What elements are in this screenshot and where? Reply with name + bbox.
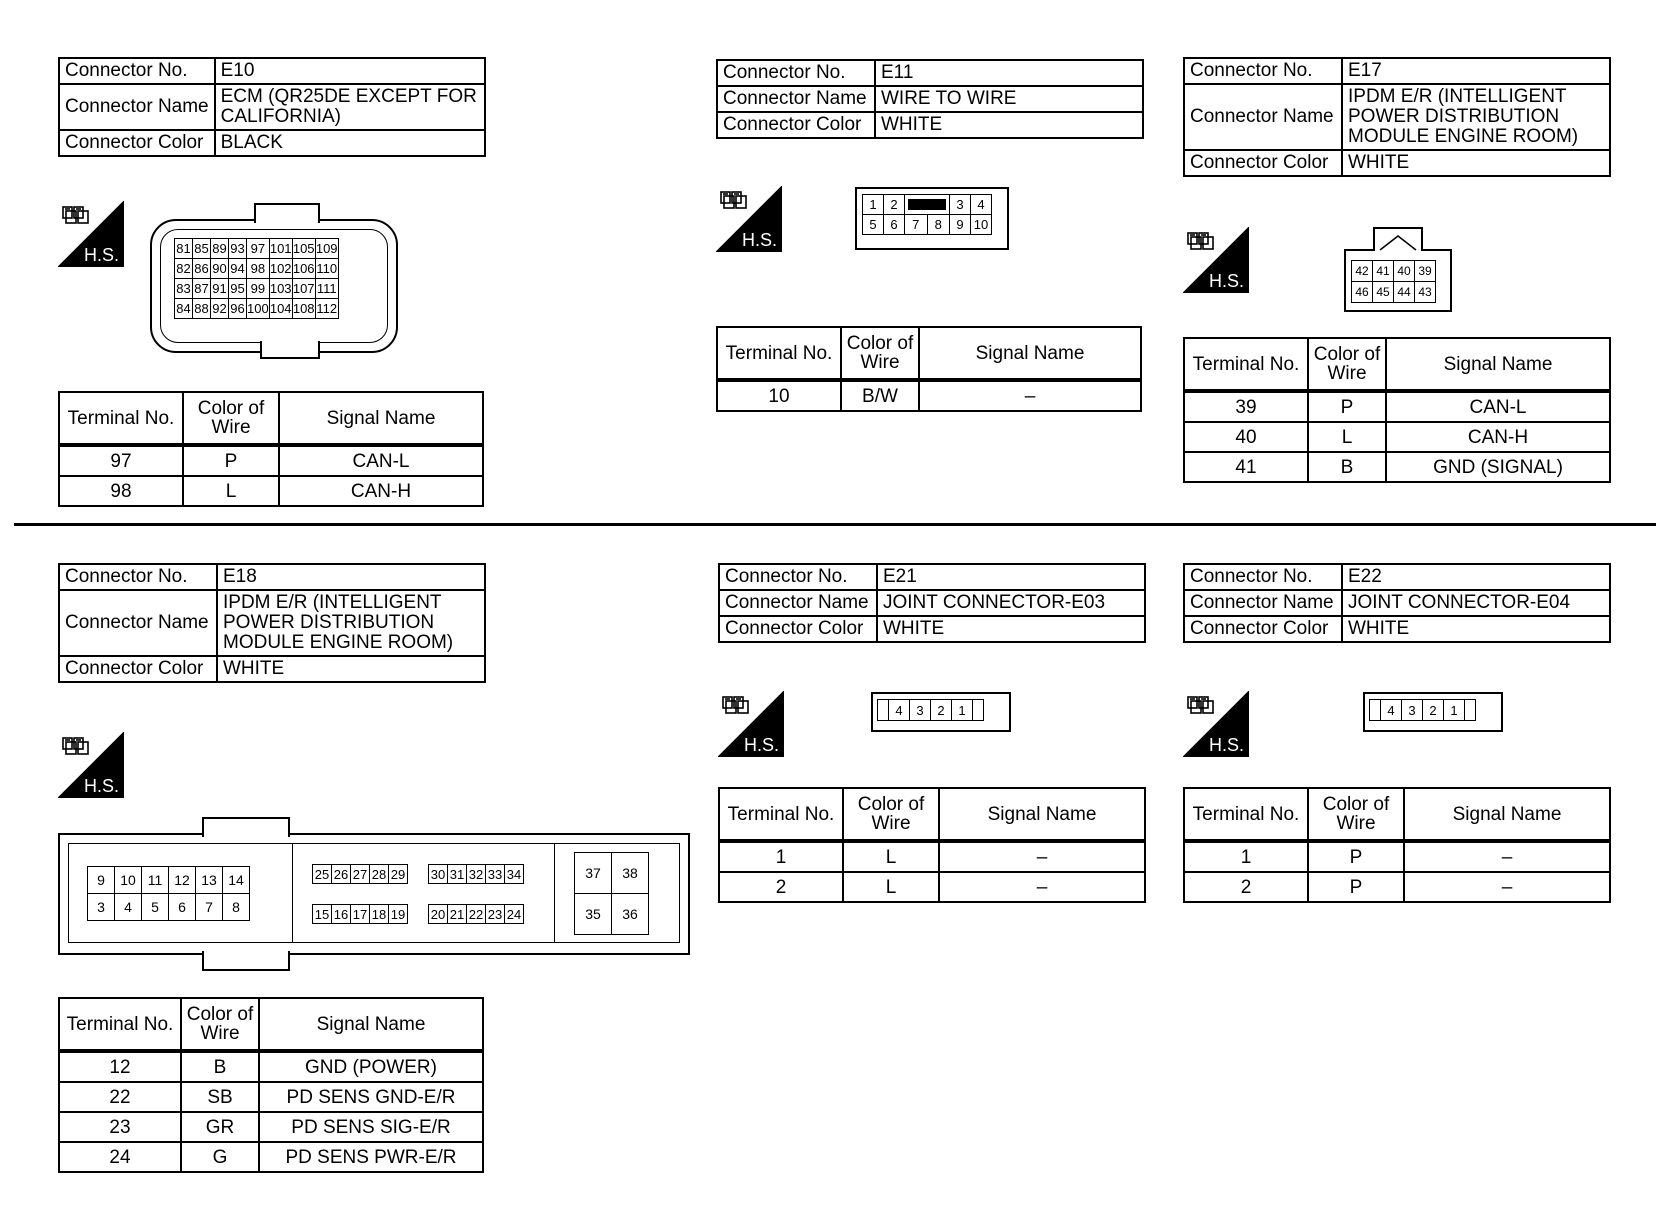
table-row [1184,391,1610,422]
connector-no-label: Connector No. [59,58,215,84]
connector-no-label: Connector No. [717,60,875,86]
pin: 4 [115,894,142,921]
wire-color-header: Color of Wire [1308,338,1386,391]
terminal-no-header: Terminal No. [719,788,843,841]
signal-name-header: Signal Name [1404,788,1610,841]
pin: 103 [269,279,292,299]
e21-terminal-table [718,787,1146,903]
pin: 6 [169,894,196,921]
pin: 24 [505,905,524,924]
connector-color-value: WHITE [875,112,1143,138]
pin: 11 [142,867,169,894]
wire-color-header: Color of Wire [181,998,259,1051]
wire-color-cell: B [181,1051,259,1082]
wire-color-header: Color of Wire [1308,788,1404,841]
signal-name-cell: – [939,872,1145,902]
wire-color-cell: G [181,1142,259,1172]
signal-name-cell: GND (POWER) [259,1051,483,1082]
pin: 10 [971,215,992,235]
pin: 92 [211,299,229,319]
pin: 96 [229,299,247,319]
e10-pin-grid [174,238,339,319]
pin: 41 [1373,261,1394,282]
wire-color-cell: B/W [841,380,919,411]
pin: 39 [1415,261,1436,282]
terminal-no-cell: 23 [59,1112,181,1142]
terminal-no-header: Terminal No. [1184,788,1308,841]
connector-color-value: WHITE [1342,150,1610,176]
connector-color-label: Connector Color [719,616,877,642]
terminal-no-cell: 10 [717,380,841,411]
e18-pin-grid-middle-top-a [312,864,408,884]
pin: 84 [175,299,193,319]
pin: 9 [950,215,971,235]
pin: 3 [910,700,931,721]
wire-color-cell: P [183,445,279,476]
pin: 33 [486,865,505,884]
e10-terminal-table [58,391,484,507]
e18-info-table [58,563,486,683]
pin: 89 [211,239,229,259]
e18-connector-latch-top [202,817,290,837]
pin: 2 [1423,700,1444,721]
pin: 86 [193,259,211,279]
pin: 111 [315,279,338,299]
wire-color-cell: L [1308,422,1386,452]
pin: 14 [223,867,250,894]
pin: 38 [612,853,649,894]
pin: 94 [229,259,247,279]
e11-info-table [716,59,1144,139]
section-divider [14,523,1656,526]
table-row [1184,872,1610,902]
terminal-no-header: Terminal No. [59,392,183,445]
pin: 21 [448,905,467,924]
wire-color-cell: L [843,841,939,872]
pin: 13 [196,867,223,894]
pin: 7 [905,215,928,235]
pin: 28 [370,865,389,884]
pin: 45 [1373,282,1394,303]
terminal-no-cell: 97 [59,445,183,476]
terminal-no-header: Terminal No. [59,998,181,1051]
pin: 81 [175,239,193,259]
connector-no-value: E11 [875,60,1143,86]
table-row [59,1051,483,1082]
pin: 107 [292,279,315,299]
e18-terminal-table [58,997,484,1173]
e18-pin-grid-middle-top-b [428,864,524,884]
connector-name-value: WIRE TO WIRE [875,86,1143,112]
pin: 90 [211,259,229,279]
e22-terminal-table [1183,787,1611,903]
harness-side-label: H.S. [742,230,778,250]
table-row [59,445,483,476]
e17-pin-grid [1351,260,1436,303]
table-row [59,1142,483,1172]
e18-pin-grid-left [87,866,250,921]
pin: 9 [88,867,115,894]
terminal-no-cell: 39 [1184,391,1308,422]
connector-name-value: IPDM E/R (INTELLIGENT POWER DISTRIBUTION MODULE ENGINE ROOM) [217,590,485,656]
connector-no-label: Connector No. [719,564,877,590]
pin: 88 [193,299,211,319]
pin: 109 [315,239,338,259]
pin: 110 [315,259,338,279]
harness-side-label: H.S. [1209,735,1245,755]
connector-no-value: E22 [1342,564,1610,590]
connector-color-value: WHITE [1342,616,1610,642]
pin: 1 [1444,700,1465,721]
e10-connector-latch-top [254,203,320,223]
terminal-no-cell: 12 [59,1051,181,1082]
pin: 7 [196,894,223,921]
connector-name-value: ECM (QR25DE EXCEPT FOR CALIFORNIA) [215,84,485,130]
pin: 97 [247,239,270,259]
pin-end-cap [1465,700,1476,721]
pin: 34 [505,865,524,884]
e17-terminal-table [1183,337,1611,483]
wire-color-cell: P [1308,841,1404,872]
pin: 16 [332,905,351,924]
pin: 20 [429,905,448,924]
signal-name-cell: PD SENS GND-E/R [259,1082,483,1112]
pin: 19 [389,905,408,924]
pin: 102 [269,259,292,279]
pin-end-cap [878,700,889,721]
terminal-no-cell: 98 [59,476,183,506]
table-row [719,872,1145,902]
wire-color-header: Color of Wire [183,392,279,445]
pin: 112 [315,299,338,319]
table-row [1184,422,1610,452]
e11-terminal-table [716,326,1142,412]
e17-info-table [1183,57,1611,177]
wire-color-cell: L [843,872,939,902]
e18-connector-latch-bottom [202,951,290,971]
pin: 99 [247,279,270,299]
pin: 2 [931,700,952,721]
terminal-no-cell: 1 [1184,841,1308,872]
pin: 105 [292,239,315,259]
connector-no-value: E21 [877,564,1145,590]
pin: 6 [884,215,905,235]
connector-color-label: Connector Color [59,656,217,682]
e10-info-table [58,57,486,157]
terminal-no-cell: 41 [1184,452,1308,482]
pin: 1 [952,700,973,721]
terminal-no-cell: 2 [1184,872,1308,902]
pin: 3 [1402,700,1423,721]
pin: 29 [389,865,408,884]
e22-pin-grid [1369,699,1476,721]
terminal-no-cell: 2 [719,872,843,902]
connector-name-label: Connector Name [59,590,217,656]
signal-name-header: Signal Name [939,788,1145,841]
terminal-no-cell: 22 [59,1082,181,1112]
signal-name-header: Signal Name [919,327,1141,380]
table-row [59,476,483,506]
pin: 2 [884,195,905,215]
connector-name-value: JOINT CONNECTOR-E04 [1342,590,1610,616]
pin: 87 [193,279,211,299]
e22-info-table [1183,563,1611,643]
connector-no-label: Connector No. [1184,564,1342,590]
terminal-no-header: Terminal No. [717,327,841,380]
pin: 4 [889,700,910,721]
connector-no-label: Connector No. [59,564,217,590]
pin: 5 [863,215,884,235]
terminal-no-cell: 1 [719,841,843,872]
e18-pin-grid-middle-bottom-a [312,904,408,924]
pin: 17 [351,905,370,924]
connector-no-value: E10 [215,58,485,84]
pin: 27 [351,865,370,884]
signal-name-cell: PD SENS SIG-E/R [259,1112,483,1142]
e11-pin-grid [862,194,992,235]
connector-name-label: Connector Name [717,86,875,112]
connector-name-label: Connector Name [1184,590,1342,616]
connector-name-label: Connector Name [1184,84,1342,150]
pin: 3 [950,195,971,215]
connector-color-label: Connector Color [1184,616,1342,642]
pin: 37 [575,853,612,894]
pin: 98 [247,259,270,279]
pin: 5 [142,894,169,921]
pin: 31 [448,865,467,884]
table-row [1184,841,1610,872]
pin: 108 [292,299,315,319]
pin: 35 [575,894,612,935]
pin: 25 [313,865,332,884]
connector-name-value: IPDM E/R (INTELLIGENT POWER DISTRIBUTION MODULE ENGINE ROOM) [1342,84,1610,150]
signal-name-cell: CAN-H [279,476,483,506]
pin: 83 [175,279,193,299]
pin: 95 [229,279,247,299]
pin: 1 [863,195,884,215]
wire-color-cell: GR [181,1112,259,1142]
connector-color-value: BLACK [215,130,485,156]
connector-name-value: JOINT CONNECTOR-E03 [877,590,1145,616]
signal-name-cell: CAN-H [1386,422,1610,452]
pin: 8 [927,215,950,235]
pin: 32 [467,865,486,884]
harness-side-label: H.S. [84,776,120,796]
harness-side-label: H.S. [84,245,120,265]
pin: 15 [313,905,332,924]
pin: 85 [193,239,211,259]
connector-color-value: WHITE [877,616,1145,642]
table-row [719,841,1145,872]
pin: 43 [1415,282,1436,303]
signal-name-cell: – [1404,872,1610,902]
pin: 82 [175,259,193,279]
signal-name-cell: – [919,380,1141,411]
terminal-no-cell: 24 [59,1142,181,1172]
pin: 3 [88,894,115,921]
signal-name-header: Signal Name [259,998,483,1051]
signal-name-cell: CAN-L [1386,391,1610,422]
pin: 12 [169,867,196,894]
pin: 100 [247,299,270,319]
pin: 8 [223,894,250,921]
table-row [59,1082,483,1112]
connector-color-label: Connector Color [59,130,215,156]
pin: 18 [370,905,389,924]
connector-name-label: Connector Name [59,84,215,130]
e21-info-table [718,563,1146,643]
connector-no-label: Connector No. [1184,58,1342,84]
wire-color-cell: B [1308,452,1386,482]
pin-end-cap [973,700,984,721]
table-row [59,1112,483,1142]
terminal-no-cell: 40 [1184,422,1308,452]
signal-name-cell: PD SENS PWR-E/R [259,1142,483,1172]
pin: 23 [486,905,505,924]
e21-pin-grid [877,699,984,721]
pin: 4 [971,195,992,215]
harness-side-label: H.S. [1209,271,1245,291]
wire-color-header: Color of Wire [843,788,939,841]
signal-name-cell: GND (SIGNAL) [1386,452,1610,482]
pin: 44 [1394,282,1415,303]
signal-name-header: Signal Name [279,392,483,445]
table-row [717,380,1141,411]
pin: 40 [1394,261,1415,282]
pin: 22 [467,905,486,924]
pin: 106 [292,259,315,279]
pin-end-cap [1370,700,1381,721]
pin: 93 [229,239,247,259]
pin-blank [905,195,950,215]
table-row [1184,452,1610,482]
connector-no-value: E18 [217,564,485,590]
pin: 104 [269,299,292,319]
pin: 91 [211,279,229,299]
pin: 36 [612,894,649,935]
pin: 30 [429,865,448,884]
connector-color-label: Connector Color [717,112,875,138]
wire-color-cell: P [1308,391,1386,422]
pin: 10 [115,867,142,894]
terminal-no-header: Terminal No. [1184,338,1308,391]
connector-name-label: Connector Name [719,590,877,616]
e18-pin-grid-right [574,852,649,935]
connector-color-label: Connector Color [1184,150,1342,176]
wire-color-header: Color of Wire [841,327,919,380]
pin: 46 [1352,282,1373,303]
pin: 4 [1381,700,1402,721]
signal-name-header: Signal Name [1386,338,1610,391]
wire-color-cell: P [1308,872,1404,902]
e10-connector-latch-bottom [260,341,320,359]
pin: 26 [332,865,351,884]
harness-side-label: H.S. [744,735,780,755]
pin: 101 [269,239,292,259]
signal-name-cell: CAN-L [279,445,483,476]
e18-pin-grid-middle-bottom-b [428,904,524,924]
wire-color-cell: SB [181,1082,259,1112]
connector-no-value: E17 [1342,58,1610,84]
pin: 42 [1352,261,1373,282]
connector-color-value: WHITE [217,656,485,682]
wire-color-cell: L [183,476,279,506]
signal-name-cell: – [1404,841,1610,872]
signal-name-cell: – [939,841,1145,872]
